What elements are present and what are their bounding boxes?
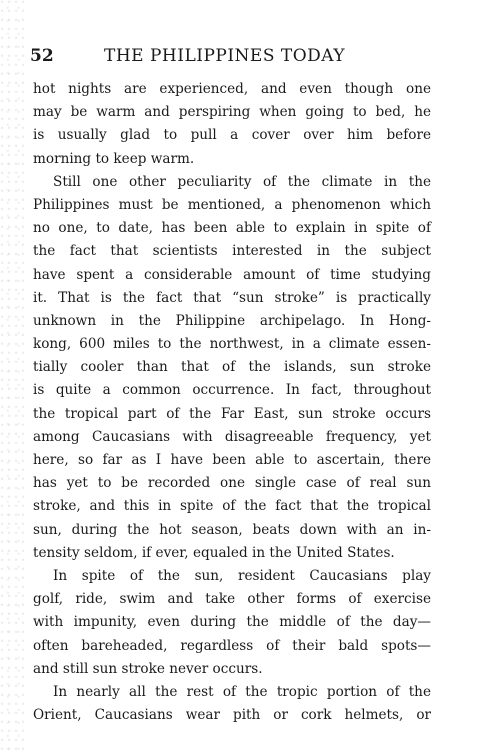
text-line: among Caucasians with disagreeable frequency, yet [33, 428, 431, 445]
text-line: morning to keep warm. [33, 150, 195, 167]
page-edge-speckle [0, 0, 28, 756]
text-line: has yet to be recorded one single case of real sun [33, 475, 431, 492]
text-line: sun, during the hot season, beats down with an in- [33, 521, 431, 538]
text-line: kong, 600 miles to the northwest, in a climate essen- [33, 336, 431, 353]
body-text [33, 78, 431, 727]
text-line: is quite a common occurrence. In fact, throughout [33, 382, 431, 399]
text-line: often bareheaded, regardless of their bald spots— [33, 637, 431, 654]
running-title: THE PHILIPPINES TODAY [104, 46, 346, 66]
text-line: it. That is the fact that “sun stroke” is practically [33, 289, 431, 306]
text-line: no one, to date, has been able to explain in spite of [33, 220, 431, 237]
paragraph-start-line: In spite of the sun, resident Caucasians play [53, 567, 431, 584]
text-line: the tropical part of the Far East, sun stroke occurs [33, 405, 431, 422]
text-line: stroke, and this in spite of the fact that the tropical [33, 498, 431, 515]
text-line: tensity seldom, if ever, equaled in the United States. [33, 544, 395, 561]
page-number: 52 [30, 46, 54, 66]
text-line: here, so far as I have been able to ascertain, there [33, 452, 431, 468]
text-line: have spent a considerable amount of time studying [33, 266, 431, 283]
page-header [30, 46, 450, 68]
text-line: the fact that scientists interested in the subject [33, 243, 431, 260]
text-line: Philippines must be mentioned, a phenomenon which [33, 196, 431, 213]
text-line: tially cooler than that of the islands, sun stroke [33, 359, 431, 376]
text-line: Orient, Caucasians wear pith or cork helmets, or [33, 707, 431, 724]
text-line: hot nights are experienced, and even though one [33, 81, 431, 97]
text-line: and still sun stroke never occurs. [33, 660, 263, 677]
text-line: with impunity, even during the middle of the day— [33, 614, 431, 631]
text-line: golf, ride, swim and take other forms of exercise [33, 591, 431, 608]
text-line: may be warm and perspiring when going to bed, he [33, 104, 431, 121]
text-line: is usually glad to pull a cover over him before [33, 127, 431, 144]
paragraph-start-line: Still one other peculiarity of the climate in the [53, 173, 431, 190]
paragraph-start-line: In nearly all the rest of the tropic portion of the [53, 683, 431, 700]
text-line: unknown in the Philippine archipelago. In Hong- [33, 312, 431, 329]
